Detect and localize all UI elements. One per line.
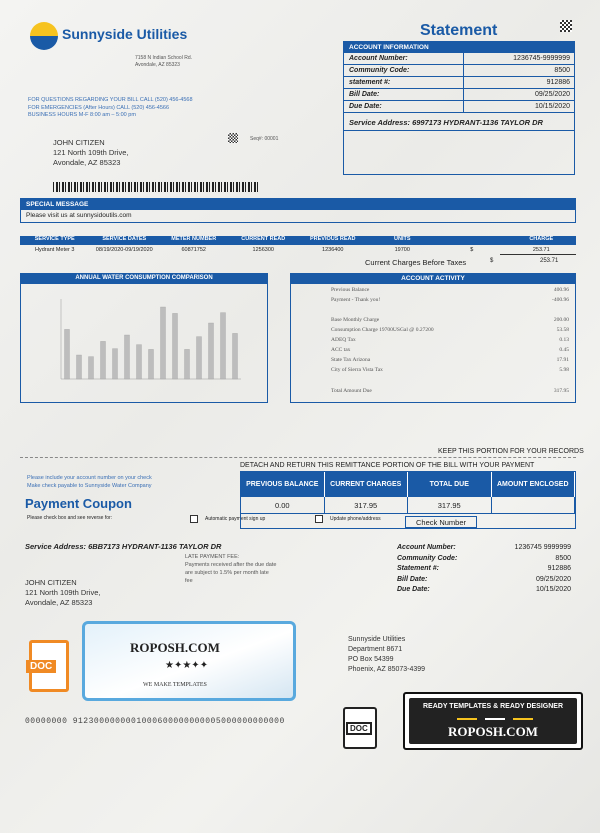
amount-enclosed-field[interactable] <box>492 497 576 513</box>
chart-bar <box>77 355 82 379</box>
qr-code-small <box>228 133 238 143</box>
activity-row: Previous Balance 400.96 <box>331 287 569 293</box>
service-table-header: SERVICE TYPE SERVICE DATES METER NUMBER CURRENT READ PREVIOUS READ UNITS CHARGE <box>20 236 576 245</box>
remit-service-address: Service Address: 6BB7173 HYDRANT-1136 TAYLOR DR <box>25 542 222 551</box>
auto-pay-label: Automatic payment sign up <box>205 516 266 522</box>
account-row: Bill Date: 09/25/2020 <box>344 89 574 101</box>
company-logo <box>30 22 58 50</box>
consumption-chart-box <box>20 273 268 403</box>
detach-text: DETACH AND RETURN THIS REMITTANCE PORTION OF THE BILL WITH YOUR PAYMENT <box>240 462 535 469</box>
activity-row: ADEQ Tax 0.13 <box>331 337 569 343</box>
account-info-header: ACCOUNT INFORMATION <box>344 42 574 53</box>
ropos-banner <box>403 692 583 750</box>
account-activity-box <box>290 273 576 403</box>
banner-line2: ROPOSH.COM <box>448 724 538 739</box>
chart-bar <box>161 307 166 379</box>
account-row: statement #: 912886 <box>344 77 574 89</box>
stars-icon: ★✦★✦✦ <box>165 660 209 671</box>
watermark-tagline: WE MAKE TEMPLATES <box>143 682 207 688</box>
chart-bar <box>233 333 238 379</box>
current-charges-label: Current Charges Before Taxes <box>365 258 467 267</box>
service-row: Hydrant Meter 3 08/19/2020-09/19/2020 60871752 1256300 1236400 19700 $ 253.71 <box>35 247 550 253</box>
chart-bar <box>173 313 178 379</box>
activity-row: Payment - Thank you! -400.96 <box>331 297 569 303</box>
activity-header: ACCOUNT ACTIVITY <box>291 274 575 284</box>
activity-row: Consumption Charge 19700USGal @ 0.27200 53.58 <box>331 327 569 333</box>
account-row: Account Number: 1236745-9999999 <box>344 53 574 65</box>
chart-bar <box>89 357 94 379</box>
check-number-field[interactable]: Check Number <box>405 516 477 528</box>
checkbox-note: Please check box and see reverse for: <box>27 515 113 521</box>
account-row: Due Date: 10/15/2020 <box>344 101 574 113</box>
activity-row: State Tax Arizona 17.91 <box>331 357 569 363</box>
payment-table-header: PREVIOUS BALANCE CURRENT CHARGES TOTAL DUE AMOUNT ENCLOSED <box>241 472 575 497</box>
current-charges-value: 253.71 <box>540 258 559 264</box>
remit-to-address: Sunnyside Utilities Department 8671 PO Box 54399 Phoenix, AZ 85073-4399 <box>348 636 426 673</box>
service-address: Service Address: 6997173 HYDRANT-1136 TAYLOR DR <box>344 113 574 131</box>
divider <box>500 254 576 255</box>
qr-code <box>560 20 572 32</box>
activity-row: ACC tax 0.45 <box>331 347 569 353</box>
contact-info: FOR QUESTIONS REGARDING YOUR BILL CALL (520) 456-4568 FOR EMERGENCIES (After Hours) CALL (520) 456-4566 BUSINESS HOURS M-F 8:00 am – 5:00 pm <box>28 97 193 118</box>
postal-barcode <box>53 182 258 192</box>
keep-portion-text: KEEP THIS PORTION FOR YOUR RECORDS <box>438 448 584 455</box>
account-info-box <box>343 41 575 175</box>
doc-file-icon-dark: DOC <box>343 707 377 749</box>
activity-row: Base Monthly Charge 200.00 <box>331 317 569 323</box>
chart-bar <box>137 345 142 379</box>
banner-inner <box>409 698 577 744</box>
remit-row: Bill Date: 09/25/2020 <box>397 575 571 583</box>
banner-dash <box>457 718 477 720</box>
update-phone-label: Update phone/address <box>330 516 381 522</box>
late-fee-note: LATE PAYMENT FEE: Payments received after the due date are subject to 1.5% per month late fee <box>185 554 277 584</box>
banner-dash <box>485 718 505 720</box>
chart-bar <box>101 341 106 379</box>
remit-account-info <box>397 543 571 596</box>
remit-row: Statement #: 912886 <box>397 565 571 572</box>
remit-row: Due Date: 10/15/2020 <box>397 586 571 593</box>
banner-line1: READY TEMPLATES & READY DESIGNER <box>422 703 564 710</box>
payment-note: Please include your account number on your check Make check payable to Sunnyside Water Company <box>27 475 152 489</box>
seq-label: Seq#: 00001 <box>250 136 279 142</box>
chart-bar <box>197 337 202 379</box>
chart-bar <box>149 349 154 379</box>
company-name: Sunnyside Utilities <box>62 26 188 42</box>
account-row: Community Code: 8500 <box>344 65 574 77</box>
service-table <box>20 236 576 253</box>
auto-pay-checkbox[interactable] <box>190 515 198 523</box>
coupon-title: Payment Coupon <box>25 496 132 511</box>
chart-bar <box>209 323 214 379</box>
chart-header: ANNUAL WATER CONSUMPTION COMPARISON <box>21 274 267 284</box>
statement-title: Statement <box>420 22 498 39</box>
customer-address: JOHN CITIZEN 121 North 109th Drive, Avondale, AZ 85323 <box>53 138 129 167</box>
special-message-box <box>20 198 576 223</box>
chart-bar <box>221 313 226 379</box>
chart-bar <box>65 329 70 379</box>
activity-row: City of Sierra Vista Tax 5.98 <box>331 367 569 373</box>
banner-dash <box>513 718 533 720</box>
current-charges-currency: $ <box>490 258 494 264</box>
doc-file-icon: DOC <box>29 640 69 692</box>
company-address: 7158 N Indian School Rd. Avondale, AZ 85323 <box>135 55 192 68</box>
micr-line: 00000000 9123000000001000600000000005000000000000 <box>25 717 285 726</box>
consumption-chart <box>21 284 267 402</box>
watermark-title: ROPOSH.COM <box>130 640 220 655</box>
remit-customer-address: JOHN CITIZEN 121 North 109th Drive, Avondale, AZ 85323 <box>25 578 101 607</box>
remit-row: Account Number: 1236745 9999999 <box>397 544 571 551</box>
chart-bar <box>185 349 190 379</box>
special-message-text: Please visit us at sunnysidoutils.com <box>26 212 132 219</box>
remit-row: Community Code: 8500 <box>397 554 571 562</box>
tear-line <box>20 457 576 458</box>
payment-table-values: 0.00 317.95 317.95 <box>241 497 575 514</box>
special-message-header: SPECIAL MESSAGE <box>21 199 575 210</box>
chart-bar <box>113 349 118 379</box>
activity-total-row: Total Amount Due 317.95 <box>331 388 569 394</box>
chart-bar <box>125 335 130 379</box>
